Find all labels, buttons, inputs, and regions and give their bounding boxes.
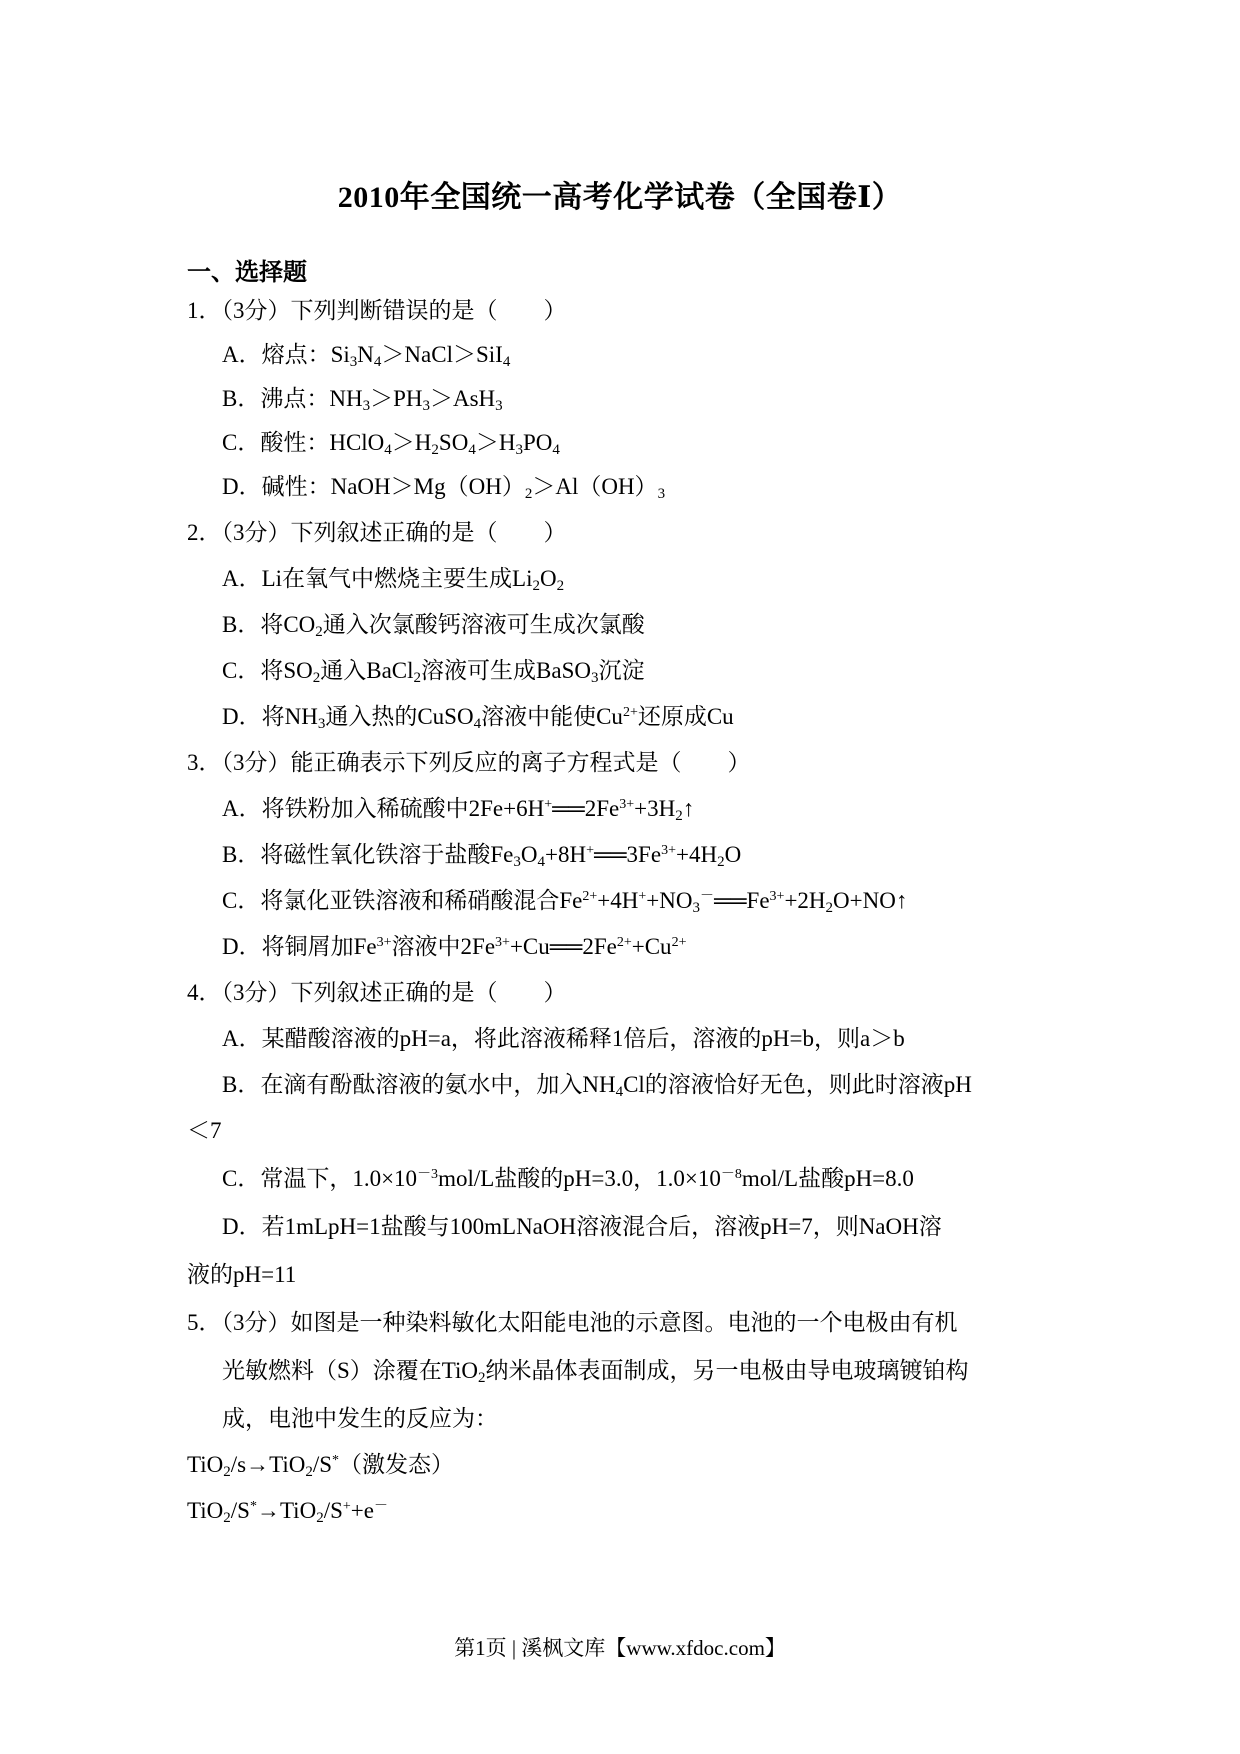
question-1-stem: 1．（3分）下列判断错误的是（ ）	[187, 298, 567, 323]
question-1-option-d: D．碱性：$NaOH>Mg(OH)_2>Al(OH)_3$	[222, 474, 666, 502]
question-4-option-b-continued: ＜7	[187, 1118, 222, 1143]
question-1-option-b: B．沸点：$NH_3>PH_3>AsH_3$	[222, 386, 503, 414]
question-4-option-d: D．若1mLpH=1盐酸与100mLNaOH溶液混合后，溶液pH=7，则NaOH溶	[222, 1214, 942, 1239]
question-3-option-b: B．将磁性氧化铁溶于盐酸$Fe_3O_4+8H^+══3Fe^{3+}+4H_2O$	[222, 842, 742, 870]
question-4-option-a: A．某醋酸溶液的pH=a，将此溶液稀释1倍后，溶液的pH=b，则a＞b	[222, 1026, 905, 1051]
question-5-stem: 5．（3分）如图是一种染料敏化太阳能电池的示意图。电池的一个电极由有机	[187, 1310, 958, 1335]
page-title: 2010年全国统一高考化学试卷（全国卷Ⅰ）	[337, 181, 903, 214]
question-5-stem-line-2: 光敏燃料（S）涂覆在TiO$_2$纳米晶体表面制成，另一电极由导电玻璃镀铂构	[222, 1358, 969, 1386]
question-2-stem: 2．（3分）下列叙述正确的是（ ）	[187, 520, 567, 545]
question-1-option-c: C．酸性：$HClO_4>H_2SO_4>H_3PO_4$	[222, 430, 560, 458]
question-4-stem: 4．（3分）下列叙述正确的是（ ）	[187, 980, 567, 1005]
question-2-option-c: C．将$SO_2$通入BaCl$_2$溶液可生成BaSO$_3$沉淀	[222, 658, 645, 686]
question-3-stem: 3．（3分）能正确表示下列反应的离子方程式是（ ）	[187, 750, 751, 775]
section-heading: 一、选择题	[187, 260, 307, 286]
page-footer: 第1页 | 溪枫文库【www.xfdoc.com】	[454, 1636, 786, 1660]
question-3-option-c: C．将氯化亚铁溶液和稀硝酸混合$Fe^{2+}+4H^++NO_3^-══Fe^{3+}+2H_2O+NO↑$	[222, 888, 908, 916]
question-2-option-b: B．将$CO_2$通入次氯酸钙溶液可生成次氯酸	[222, 612, 645, 640]
question-4-option-d-continued: 液的pH=11	[187, 1262, 297, 1287]
question-5-stem-line-3: 成，电池中发生的反应为：	[222, 1406, 498, 1431]
question-4-option-b: B．在滴有酚酞溶液的氨水中，加入$NH_4Cl$的溶液恰好无色，则此时溶液pH	[222, 1072, 972, 1100]
question-1-option-a: A．熔点：$Si_3N_4>NaCl>SiI_4$	[222, 342, 511, 370]
question-3-option-a: A．将铁粉加入稀硫酸中$2Fe+6H^+══2Fe^{3+}+3H_2↑$	[222, 796, 695, 824]
reaction-2: TiO$_2$/S*→TiO$_2$/S++e－	[187, 1498, 388, 1526]
question-4-option-c: C．常温下，$1.0\times 10^{-3}mol/L$盐酸的pH=3.0，$1.0\times 10^{-8}mol/L$盐酸pH=8.0	[222, 1166, 914, 1191]
reaction-1: TiO$_2$/s→TiO$_2$/S*（激发态）	[187, 1452, 455, 1480]
question-2-option-a: A．Li在氧气中燃烧主要生成$Li_2O_2$	[222, 566, 565, 594]
question-2-option-d: D．将$NH_3$通入热的CuSO$_4$溶液中能使$Cu^{2+}$还原成Cu	[222, 704, 734, 732]
question-3-option-d: D．将铜屑加$Fe^{3+}$溶液中$2Fe^{3+}+Cu══2Fe^{2+}+Cu^{2+}$	[222, 934, 687, 959]
